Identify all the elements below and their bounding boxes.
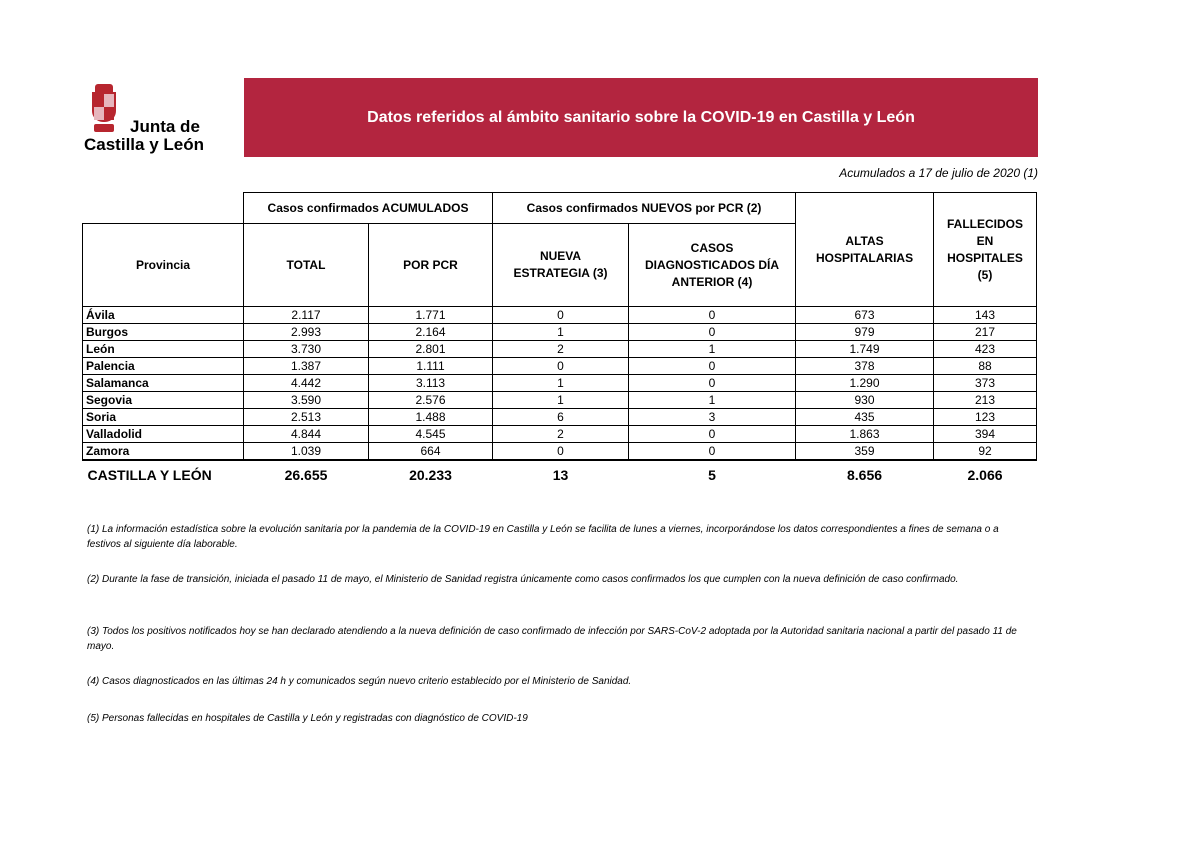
cell-fallecidos: 123 xyxy=(934,409,1037,426)
cell-dia-anterior: 0 xyxy=(629,358,796,375)
cell-por-pcr: 1.488 xyxy=(369,409,493,426)
header-casos-dia-anterior: CASOS DIAGNOSTICADOS DÍA ANTERIOR (4) xyxy=(629,224,796,307)
cell-altas: 1.290 xyxy=(796,375,934,392)
cell-dia-anterior: 0 xyxy=(629,324,796,341)
page-title: Datos referidos al ámbito sanitario sobre la COVID-19 en Castilla y León xyxy=(367,108,915,126)
table-row xyxy=(83,426,1037,443)
cell-altas: 930 xyxy=(796,392,934,409)
cell-por-pcr: 1.111 xyxy=(369,358,493,375)
table-row xyxy=(83,375,1037,392)
cell-nueva: 0 xyxy=(493,307,629,324)
cell-dia-anterior: 0 xyxy=(629,307,796,324)
cell-altas: 979 xyxy=(796,324,934,341)
total-row xyxy=(83,460,1037,488)
cell-por-pcr: 2.164 xyxy=(369,324,493,341)
header-altas: ALTAS HOSPITALARIAS xyxy=(796,193,934,307)
cell-fallecidos: 373 xyxy=(934,375,1037,392)
total-dia-anterior: 5 xyxy=(629,460,796,488)
cell-fallecidos: 394 xyxy=(934,426,1037,443)
cell-nueva: 1 xyxy=(493,375,629,392)
cell-total: 1.039 xyxy=(244,443,369,461)
cell-dia-anterior: 3 xyxy=(629,409,796,426)
cell-altas: 435 xyxy=(796,409,934,426)
header-nueva-estrategia: NUEVA ESTRATEGIA (3) xyxy=(493,224,629,307)
table-row xyxy=(83,392,1037,409)
cell-nueva: 6 xyxy=(493,409,629,426)
table-row xyxy=(83,307,1037,324)
logo-text-line1: Junta de xyxy=(130,117,200,136)
footnote-5: (5) Personas fallecidas en hospitales de Castilla y León y registradas con diagnóstico de COVID-19 xyxy=(87,713,528,724)
footnote-4: (4) Casos diagnosticados en las últimas 24 h y comunicados según nuevo criterio establecido por el Ministerio de Sanidad. xyxy=(87,676,632,687)
cell-provincia: Salamanca xyxy=(83,375,244,392)
cell-total: 2.513 xyxy=(244,409,369,426)
table-row xyxy=(83,341,1037,358)
cell-nueva: 1 xyxy=(493,392,629,409)
covid-data-table xyxy=(82,192,1037,488)
table-row xyxy=(83,358,1037,375)
header-por-pcr: POR PCR xyxy=(369,224,493,307)
cell-altas: 1.863 xyxy=(796,426,934,443)
cell-provincia: León xyxy=(83,341,244,358)
cell-altas: 1.749 xyxy=(796,341,934,358)
header-total: TOTAL xyxy=(244,224,369,307)
cell-nueva: 0 xyxy=(493,358,629,375)
cell-provincia: Valladolid xyxy=(83,426,244,443)
total-altas: 8.656 xyxy=(796,460,934,488)
table-row xyxy=(83,443,1037,461)
coat-of-arms-icon xyxy=(91,84,117,136)
cell-dia-anterior: 0 xyxy=(629,443,796,461)
cell-provincia: Palencia xyxy=(83,358,244,375)
total-label: CASTILLA Y LEÓN xyxy=(83,460,244,488)
cell-dia-anterior: 0 xyxy=(629,375,796,392)
cell-provincia: Zamora xyxy=(83,443,244,461)
cell-total: 2.117 xyxy=(244,307,369,324)
cell-dia-anterior: 0 xyxy=(629,426,796,443)
footnote-3: (3) Todos los positivos notificados hoy se han declarado atendiendo a la nueva definición de caso confirmado de infección por SARS-CoV-2 adoptada por la Autoridad sanitaria nacional a partir del pasado 11 de mayo. xyxy=(87,626,1017,652)
header-acumulados: Casos confirmados ACUMULADOS xyxy=(244,193,493,224)
table-row xyxy=(83,409,1037,426)
cell-dia-anterior: 1 xyxy=(629,392,796,409)
total-nueva: 13 xyxy=(493,460,629,488)
page-title-banner xyxy=(244,78,1038,157)
cell-total: 2.993 xyxy=(244,324,369,341)
cell-total: 3.590 xyxy=(244,392,369,409)
cell-nueva: 0 xyxy=(493,443,629,461)
cell-dia-anterior: 1 xyxy=(629,341,796,358)
cell-provincia: Soria xyxy=(83,409,244,426)
cell-fallecidos: 213 xyxy=(934,392,1037,409)
cell-fallecidos: 88 xyxy=(934,358,1037,375)
cell-por-pcr: 2.576 xyxy=(369,392,493,409)
cell-provincia: Segovia xyxy=(83,392,244,409)
logo-text-line2: Castilla y León xyxy=(84,135,204,154)
total-por-pcr: 20.233 xyxy=(369,460,493,488)
cell-fallecidos: 143 xyxy=(934,307,1037,324)
header-provincia: Provincia xyxy=(83,224,244,307)
cell-por-pcr: 1.771 xyxy=(369,307,493,324)
footnote-1: (1) La información estadística sobre la evolución sanitaria por la pandemia de la COVID-19 en Castilla y León se facilita de lunes a viernes, incorporándose los datos correspondientes a fines de semana o a festivos al siguiente día laborable. xyxy=(87,524,999,550)
total-fallecidos: 2.066 xyxy=(934,460,1037,488)
cell-provincia: Ávila xyxy=(83,307,244,324)
cell-fallecidos: 217 xyxy=(934,324,1037,341)
cell-altas: 359 xyxy=(796,443,934,461)
header-nuevos: Casos confirmados NUEVOS por PCR (2) xyxy=(493,193,796,224)
date-subtitle: Acumulados a 17 de julio de 2020 (1) xyxy=(839,166,1038,180)
cell-total: 4.844 xyxy=(244,426,369,443)
cell-provincia: Burgos xyxy=(83,324,244,341)
cell-total: 4.442 xyxy=(244,375,369,392)
cell-nueva: 1 xyxy=(493,324,629,341)
cell-fallecidos: 92 xyxy=(934,443,1037,461)
cell-por-pcr: 2.801 xyxy=(369,341,493,358)
cell-por-pcr: 3.113 xyxy=(369,375,493,392)
cell-altas: 378 xyxy=(796,358,934,375)
cell-nueva: 2 xyxy=(493,341,629,358)
cell-por-pcr: 4.545 xyxy=(369,426,493,443)
header-fallecidos: FALLECIDOS EN HOSPITALES (5) xyxy=(934,193,1037,307)
junta-logo xyxy=(84,82,214,156)
table-row xyxy=(83,324,1037,341)
cell-altas: 673 xyxy=(796,307,934,324)
cell-por-pcr: 664 xyxy=(369,443,493,461)
footnote-2: (2) Durante la fase de transición, iniciada el pasado 11 de mayo, el Ministerio de Sanidad registra únicamente como casos confirmados los que cumplen con la nueva definición de caso confirmado. xyxy=(87,574,959,585)
cell-total: 3.730 xyxy=(244,341,369,358)
total-total: 26.655 xyxy=(244,460,369,488)
cell-nueva: 2 xyxy=(493,426,629,443)
cell-fallecidos: 423 xyxy=(934,341,1037,358)
cell-total: 1.387 xyxy=(244,358,369,375)
